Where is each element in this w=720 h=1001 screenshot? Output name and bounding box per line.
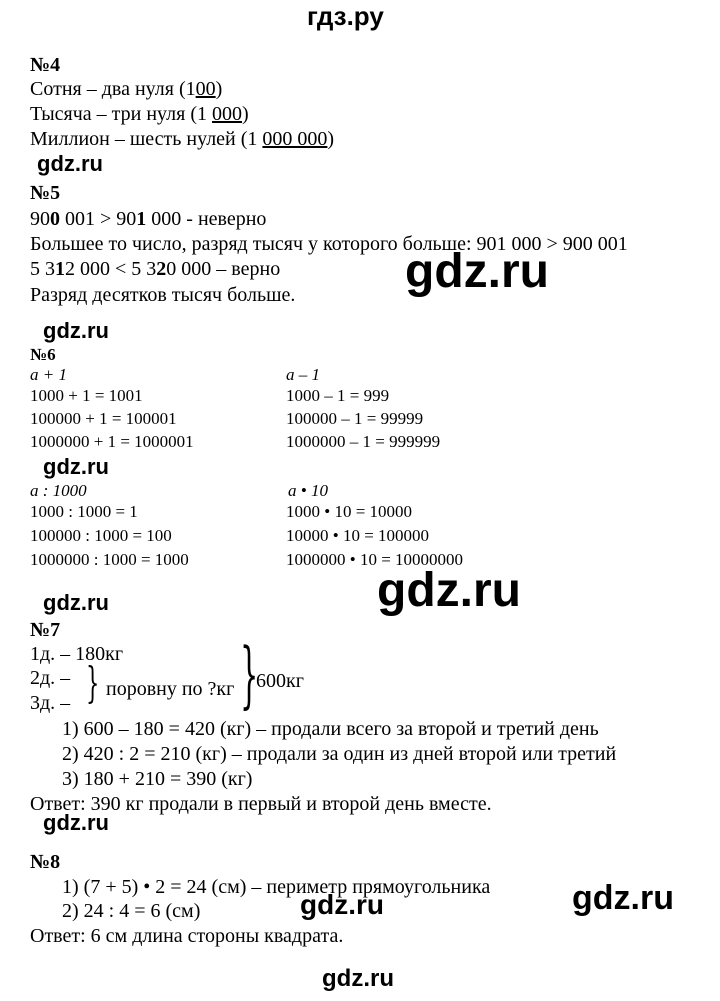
task6-header-right-1: a – 1 bbox=[286, 365, 320, 384]
task7-step-2: 2) 420 : 2 = 210 (кг) – продали за один из дней второй или третий bbox=[62, 743, 617, 765]
task6-expr: 1000000 : 1000 = 1000 bbox=[30, 550, 189, 569]
watermark: gdz.ru bbox=[572, 879, 674, 917]
task4-line-3: Миллион – шесть нулей (1 000 000) bbox=[30, 128, 335, 150]
task8-answer: Ответ: 6 см длина стороны квадрата. bbox=[30, 925, 344, 947]
task6-expr: 1000 + 1 = 1001 bbox=[30, 386, 143, 405]
task6-header-left-1: a + 1 bbox=[30, 365, 67, 384]
small-brace: } bbox=[86, 658, 100, 707]
task7-number: №7 bbox=[30, 619, 61, 641]
task4-line-2: Тысяча – три нуля (1 000) bbox=[30, 103, 249, 125]
task6-expr: 1000000 • 10 = 10000000 bbox=[286, 550, 464, 569]
task6-header-left-2: a : 1000 bbox=[30, 481, 87, 500]
task7-day1: 1д. – 180кг bbox=[30, 643, 124, 665]
watermark: gdz.ru bbox=[43, 454, 109, 479]
task6-expr: 100000 – 1 = 99999 bbox=[286, 409, 424, 428]
watermark: gdz.ru bbox=[37, 151, 103, 176]
task7-total-label: 600кг bbox=[256, 670, 304, 692]
task5-line-2: Большее то число, разряд тысяч у которого больше: 901 000 > 900 001 bbox=[30, 233, 628, 255]
task7-step-3: 3) 180 + 210 = 390 (кг) bbox=[62, 768, 253, 790]
task6-expr: 1000000 – 1 = 999999 bbox=[286, 432, 441, 451]
task6-expr: 1000 – 1 = 999 bbox=[286, 386, 390, 405]
task8-step-2: 2) 24 : 4 = 6 (см) bbox=[62, 900, 201, 922]
task6-number: №6 bbox=[30, 345, 56, 364]
watermark: gdz.ru bbox=[43, 318, 109, 343]
task8-step-1: 1) (7 + 5) • 2 = 24 (см) – периметр прямоугольника bbox=[62, 876, 491, 898]
task6-expr: 1000000 + 1 = 1000001 bbox=[30, 432, 194, 451]
task6-expr: 1000 • 10 = 10000 bbox=[286, 502, 413, 521]
footer-watermark: gdz.ru bbox=[322, 965, 394, 992]
task6-expr: 1000 : 1000 = 1 bbox=[30, 502, 138, 521]
task5-line-1: 900 001 > 901 000 - неверно bbox=[30, 208, 267, 230]
task6-expr: 100000 : 1000 = 100 bbox=[30, 526, 172, 545]
task4-line-1: Сотня – два нуля (100) bbox=[30, 78, 223, 100]
task4-number: №4 bbox=[30, 54, 61, 76]
site-header: гдз.ру bbox=[307, 1, 384, 31]
task5-line-3: 5 312 000 < 5 320 000 – верно bbox=[30, 258, 281, 280]
watermark: gdz.ru bbox=[43, 590, 109, 615]
task7-answer: Ответ: 390 кг продали в первый и второй день вместе. bbox=[30, 793, 492, 815]
large-brace: } bbox=[240, 632, 259, 716]
watermark: gdz.ru bbox=[405, 245, 549, 298]
watermark: gdz.ru bbox=[43, 810, 109, 835]
task7-day3: 3д. – bbox=[30, 692, 71, 714]
task6-expr: 100000 + 1 = 100001 bbox=[30, 409, 177, 428]
task7-equal-label: поровну по ?кг bbox=[106, 678, 235, 700]
task6-header-right-2: a • 10 bbox=[288, 481, 328, 500]
watermark: gdz.ru bbox=[300, 889, 384, 920]
task6-expr: 10000 • 10 = 100000 bbox=[286, 526, 430, 545]
task5-line-4: Разряд десятков тысяч больше. bbox=[30, 284, 296, 306]
watermark: gdz.ru bbox=[377, 564, 521, 617]
task7-step-1: 1) 600 – 180 = 420 (кг) – продали всего за второй и третий день bbox=[62, 718, 599, 740]
task8-number: №8 bbox=[30, 851, 61, 873]
task5-number: №5 bbox=[30, 182, 61, 204]
task7-day2: 2д. – bbox=[30, 667, 71, 689]
